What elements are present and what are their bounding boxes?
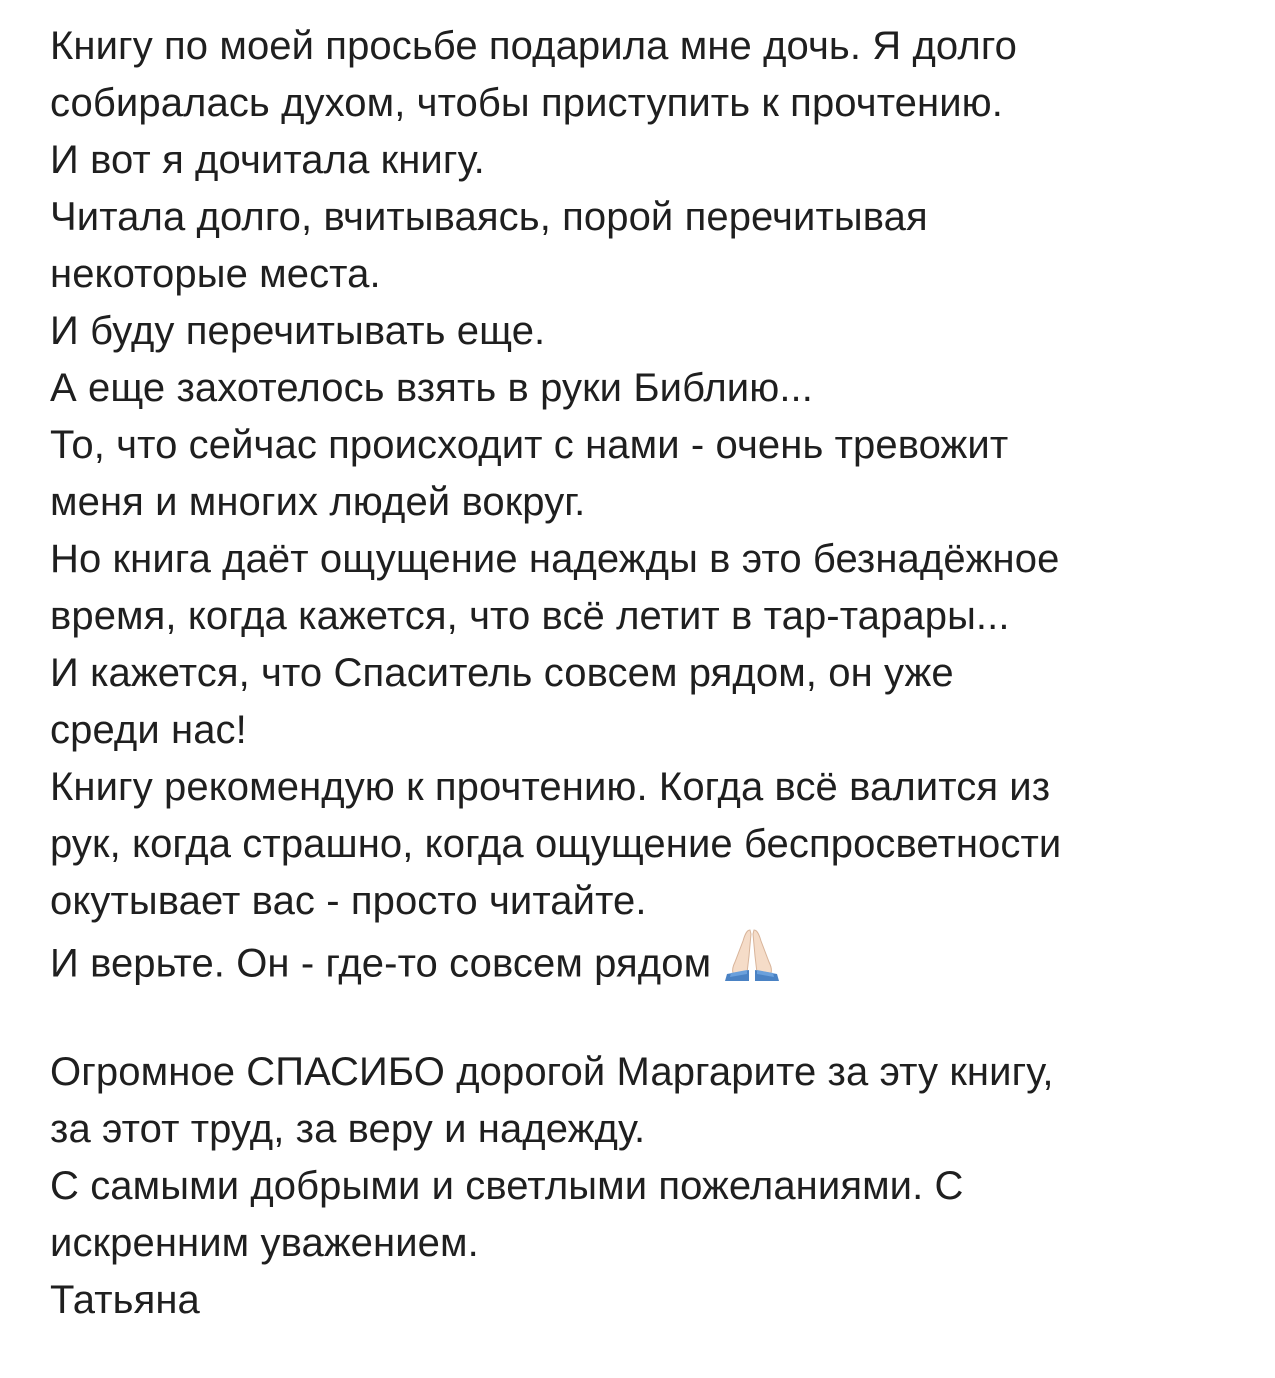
closing-line: Огромное СПАСИБО дорогой Маргарите за эту книгу,: [50, 1050, 1054, 1094]
review-line: Книгу рекомендую к прочтению. Когда всё валится из: [50, 765, 1051, 809]
closing-line: за этот труд, за веру и надежду.: [50, 1107, 646, 1151]
review-line: И буду перечитывать еще.: [50, 309, 546, 353]
review-line: время, когда кажется, что всё летит в тар-тарары...: [50, 594, 1010, 638]
review-line: среди нас!: [50, 708, 247, 752]
closing-line: искренним уважением.: [50, 1221, 479, 1265]
review-line: И вот я дочитала книгу.: [50, 138, 485, 182]
closing-line: С самыми добрыми и светлыми пожеланиями. С: [50, 1164, 964, 1208]
review-line-text: И верьте. Он - где-то совсем рядом: [50, 941, 712, 986]
review-line-with-emoji: [50, 930, 1250, 987]
review-line: То, что сейчас происходит с нами - очень тревожит: [50, 423, 1009, 467]
review-line: некоторые места.: [50, 252, 381, 296]
review-line: меня и многих людей вокруг.: [50, 480, 586, 524]
review-line: собиралась духом, чтобы приступить к прочтению.: [50, 81, 1003, 125]
review-line: Но книга даёт ощущение надежды в это безнадёжное: [50, 537, 1060, 581]
review-line: рук, когда страшно, когда ощущение беспросветности: [50, 822, 1062, 866]
signature: Татьяна: [50, 1278, 200, 1322]
review-line: Книгу по моей просьбе подарила мне дочь. Я долго: [50, 24, 1017, 68]
review-line: И кажется, что Спаситель совсем рядом, он уже: [50, 651, 954, 695]
review-post: [50, 18, 1250, 1329]
folded-hands-icon: [721, 926, 783, 998]
paragraph-gap: [50, 987, 1250, 1044]
review-line: Читала долго, вчитываясь, порой перечитывая: [50, 195, 928, 239]
review-line: А еще захотелось взять в руки Библию...: [50, 366, 813, 410]
review-line: окутывает вас - просто читайте.: [50, 879, 647, 923]
